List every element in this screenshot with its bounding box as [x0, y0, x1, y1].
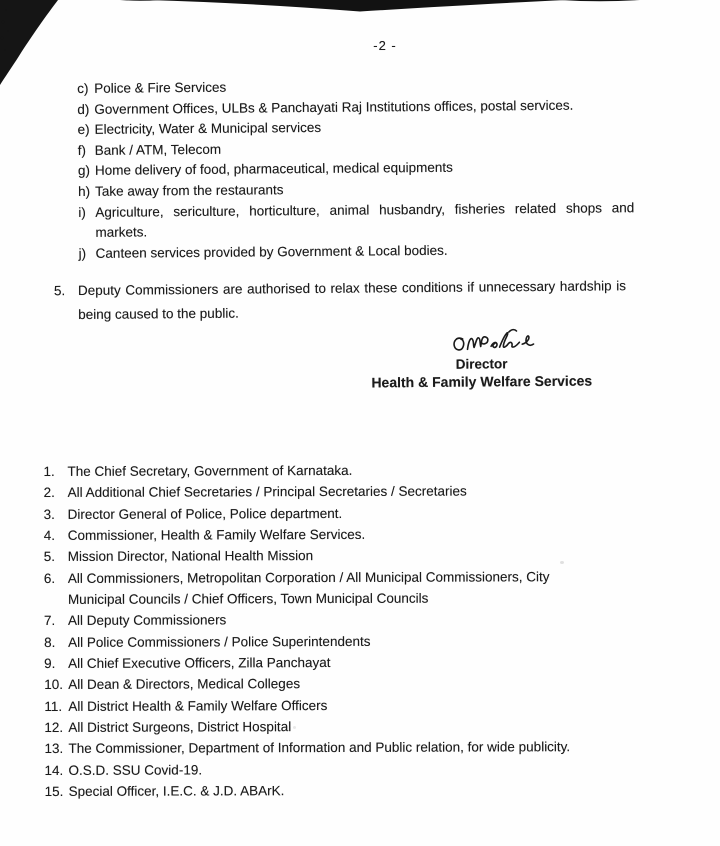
list-item-text: All Police Commissioners / Police Superintendents [68, 633, 371, 650]
list-item-text: Mission Director, National Health Mission [67, 548, 314, 565]
list-item-text: Electricity, Water & Municipal services [94, 120, 322, 138]
list-item-text: All Commissioners, Metropolitan Corporation / All Municipal Commissioners, City Municipal Councils / Chief Officers, Town Municipal Councils [67, 568, 550, 607]
clause-5 [54, 274, 626, 326]
list-item-text: Government Offices, ULBs & Panchayati Raj Institutions offices, postal services. [94, 97, 574, 117]
list-item [44, 480, 608, 503]
list-item-text: Director General of Police, Police department. [67, 505, 343, 522]
list-item-text: All District Surgeons, District Hospital [68, 719, 292, 736]
list-marker: 10. [44, 677, 64, 693]
list-item-text: Special Officer, I.E.C. & J.D. ABArK. [68, 783, 285, 800]
clause-text: Deputy Commissioners are authorised to relax these conditions if unnecessary hardship is being caused to the public. [77, 278, 627, 322]
list-item-text: Bank / ATM, Telecom [94, 141, 222, 158]
signature-block [361, 326, 602, 390]
list-item-text: Take away from the restaurants [95, 182, 284, 199]
list-marker: 12. [44, 720, 64, 736]
list-item [44, 672, 608, 695]
list-item [44, 694, 608, 717]
scan-speck [293, 726, 296, 729]
signatory-organization: Health & Family Welfare Services [371, 372, 593, 391]
list-marker: i) [78, 204, 86, 220]
list-marker: f) [77, 142, 87, 158]
list-marker: h) [78, 183, 91, 199]
list-marker: 8. [44, 634, 56, 650]
list-marker: 5. [43, 549, 56, 565]
list-item [44, 715, 608, 738]
signatory-title: Director [455, 356, 508, 372]
list-item [43, 459, 607, 482]
list-item-text: The Commissioner, Department of Information and Public relation, for wide publicity. [68, 739, 571, 757]
distribution-list [43, 459, 608, 802]
list-item [44, 651, 608, 674]
list-item-text: Commissioner, Health & Family Welfare Services. [67, 526, 366, 543]
list-marker: 4. [43, 527, 55, 544]
page-number: -2 - [373, 38, 397, 53]
list-item [44, 630, 608, 653]
list-item [44, 566, 608, 611]
list-item [78, 198, 634, 244]
scan-speck [560, 561, 564, 564]
list-marker: 14. [44, 762, 64, 778]
list-item-text: All Additional Chief Secretaries / Principal Secretaries / Secretaries [67, 483, 467, 501]
list-item-text: The Chief Secretary, Government of Karnataka. [67, 462, 353, 479]
list-item-text: Agriculture, sericulture, horticulture, animal husbandry, fisheries related shops and markets. [95, 199, 635, 241]
list-item-text: Home delivery of food, pharmaceutical, medical equipments [94, 160, 453, 179]
list-item [44, 736, 608, 759]
list-item [79, 239, 635, 264]
essential-services-list [77, 74, 635, 264]
upper-section [0, 0, 720, 421]
list-marker: e) [77, 122, 90, 138]
list-marker: j) [78, 245, 87, 261]
list-marker: 15. [44, 784, 64, 800]
list-item-text: Police & Fire Services [94, 79, 227, 96]
list-marker: 13. [44, 741, 64, 757]
list-marker: d) [77, 101, 90, 117]
list-marker: g) [77, 163, 91, 179]
list-item-text: All Dean & Directors, Medical Colleges [68, 676, 301, 693]
list-marker: 2. [43, 485, 55, 501]
list-item-text: Canteen services provided by Government & Local bodies. [95, 242, 448, 261]
clause-number: 5. [53, 283, 66, 299]
list-marker: 7. [43, 613, 56, 629]
list-item [44, 502, 608, 525]
list-marker: 1. [43, 463, 55, 480]
list-item-text: All Deputy Commissioners [67, 612, 227, 629]
list-item [44, 608, 608, 631]
list-item-text: All District Health & Family Welfare Officers [68, 697, 328, 714]
list-item [45, 779, 609, 802]
list-item [44, 758, 608, 781]
list-marker: 11. [44, 698, 63, 714]
list-item [44, 544, 608, 567]
list-marker: 3. [43, 506, 55, 522]
list-item [44, 523, 608, 546]
list-item-text: All Chief Executive Officers, Zilla Panchayat [68, 655, 331, 672]
list-marker: 6. [43, 570, 56, 586]
list-marker: c) [77, 80, 89, 97]
list-marker: 9. [44, 656, 56, 672]
list-item-text: O.S.D. SSU Covid-19. [68, 762, 203, 778]
